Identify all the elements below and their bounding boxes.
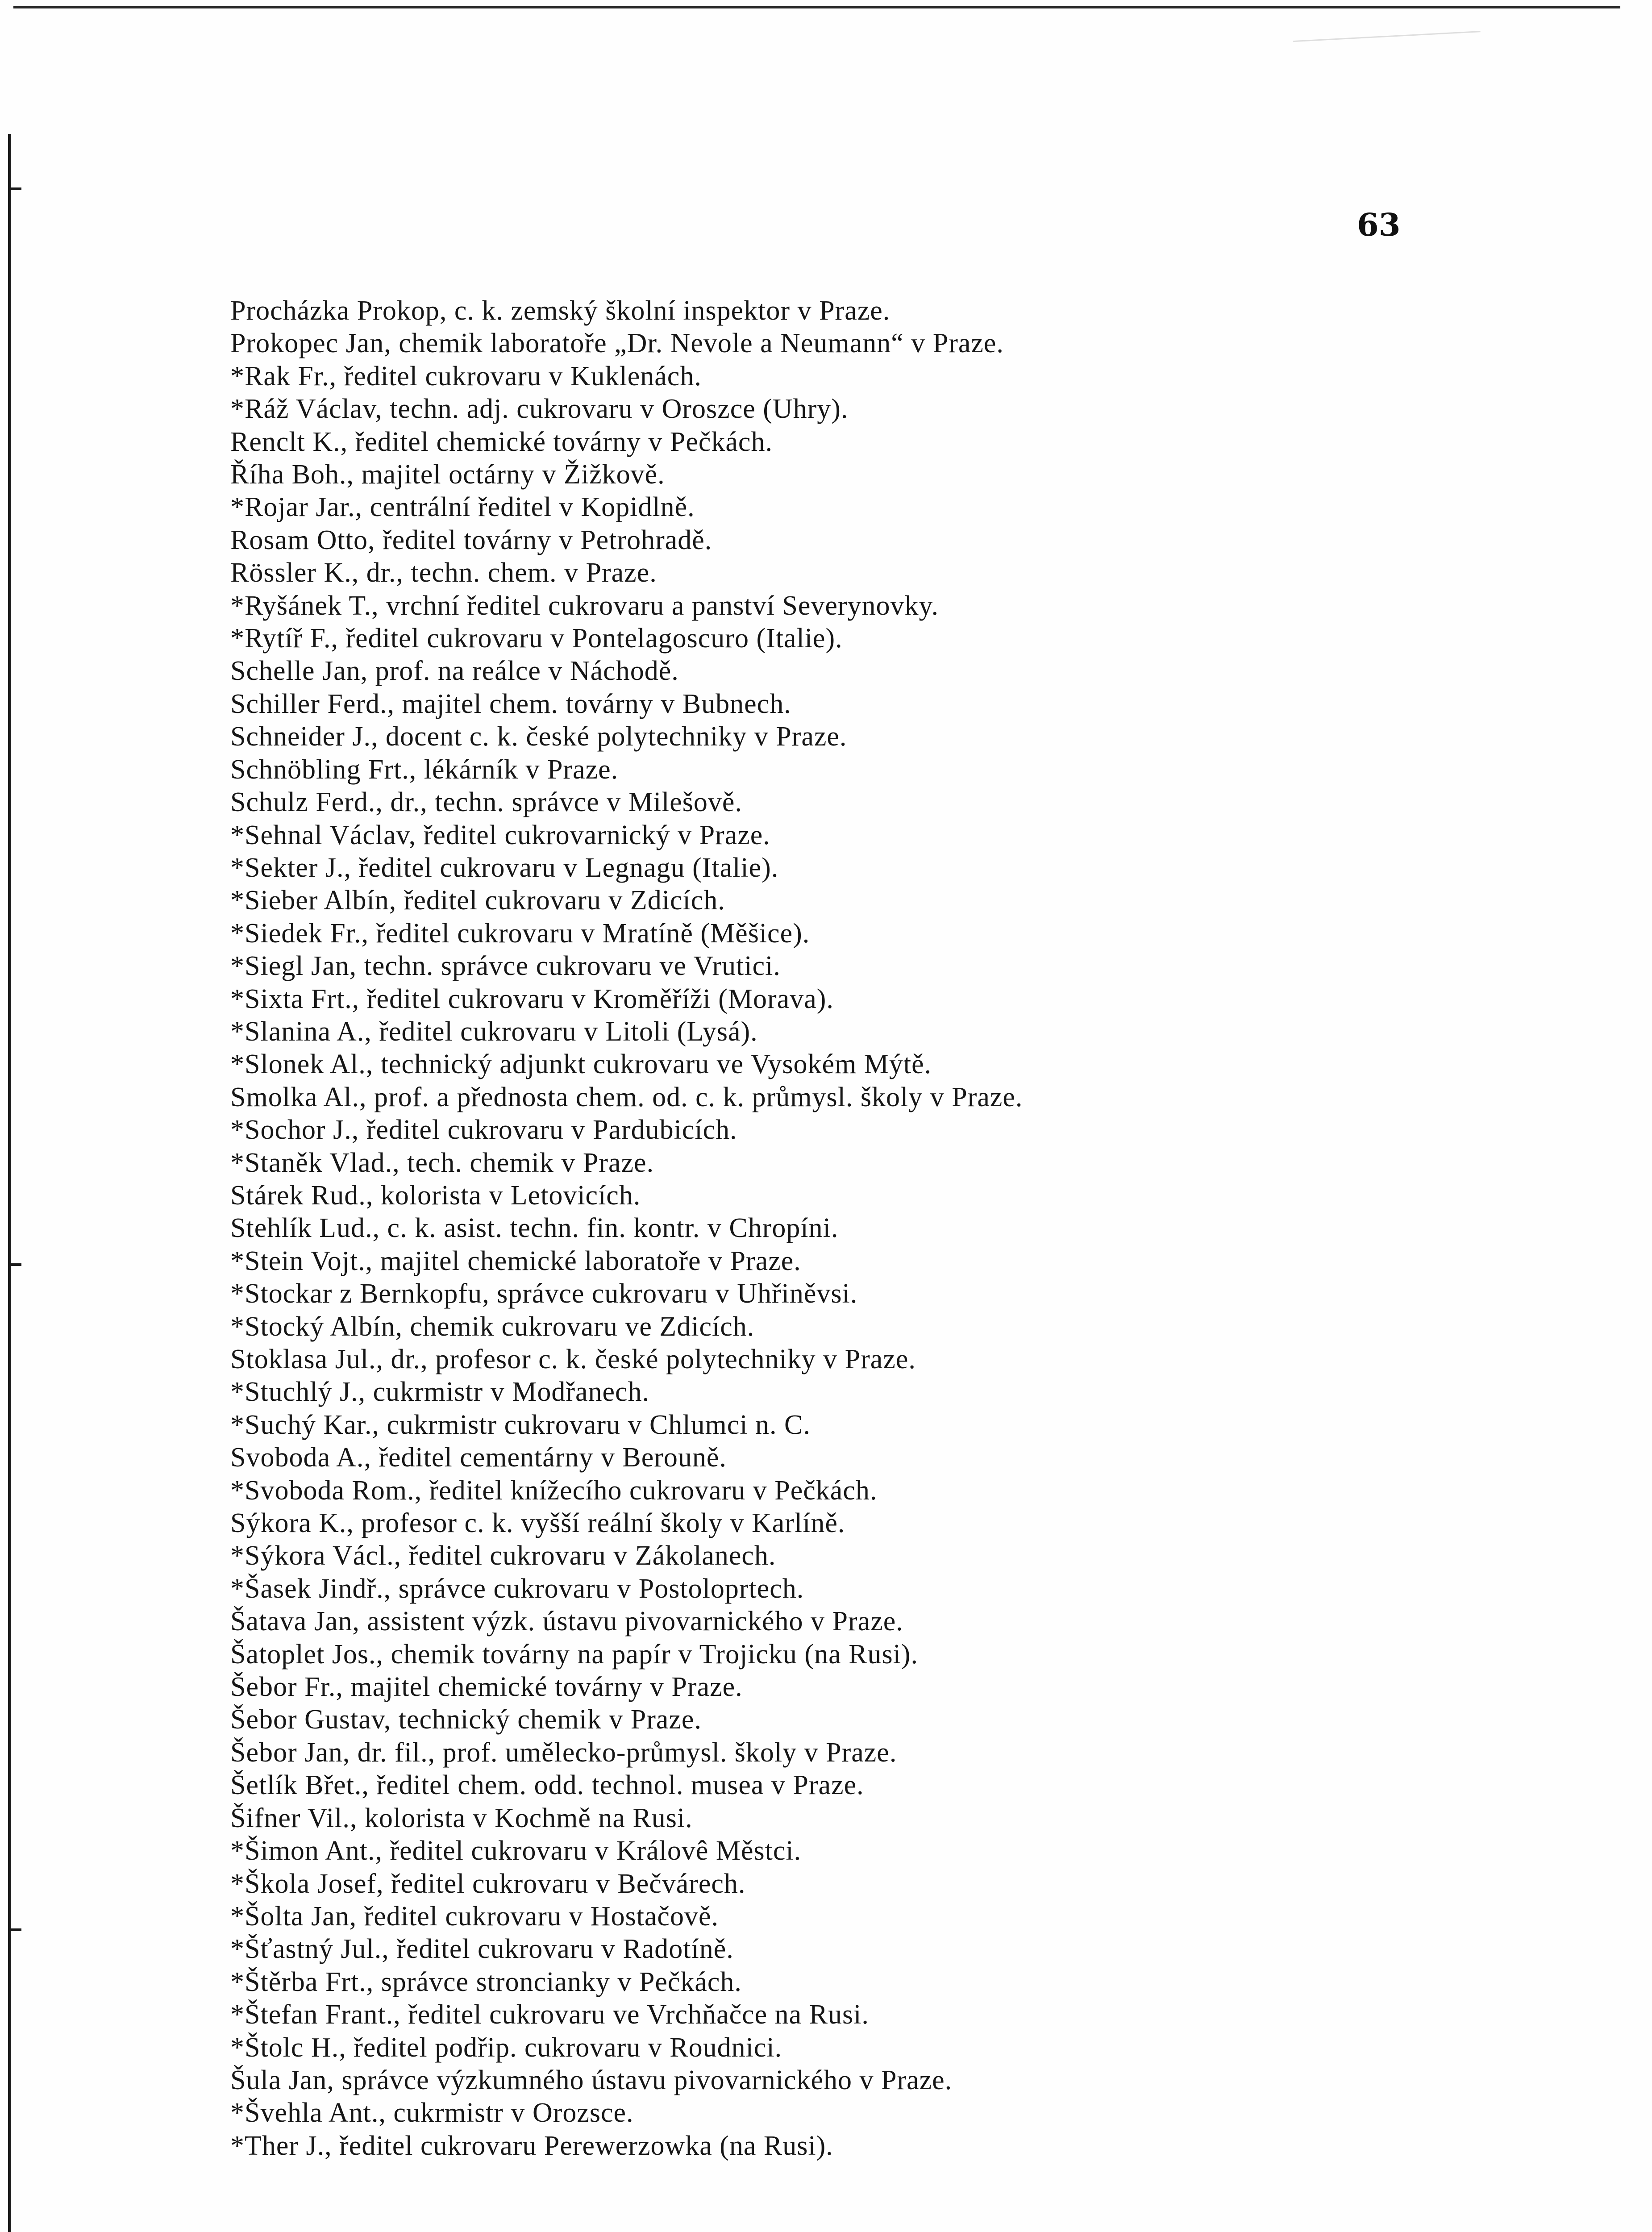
directory-entry: *Štolc H., ředitel podřip. cukrovaru v Roudnici. (230, 2032, 782, 2063)
directory-entry: *Sehnal Václav, ředitel cukrovarnický v Praze. (230, 820, 770, 850)
directory-entry: *Staněk Vlad., tech. chemik v Praze. (230, 1147, 654, 1178)
directory-entry: Schnöbling Frt., lékárník v Praze. (230, 754, 619, 785)
directory-entry: *Slanina A., ředitel cukrovaru v Litoli (Lysá). (230, 1016, 758, 1047)
directory-entry: *Ther J., ředitel cukrovaru Perewerzowka (na Rusi). (230, 2130, 833, 2161)
directory-entry: *Šolta Jan, ředitel cukrovaru v Hostačově. (230, 1901, 719, 1932)
directory-entry: Šatoplet Jos., chemik továrny na papír v Trojicku (na Rusi). (230, 1639, 918, 1670)
directory-entry: Stárek Rud., kolorista v Letovicích. (230, 1180, 641, 1211)
directory-entry: *Sekter J., ředitel cukrovaru v Legnagu (Italie). (230, 852, 779, 883)
directory-entry: *Slonek Al., technický adjunkt cukrovaru ve Vysokém Mýtě. (230, 1049, 932, 1080)
directory-entry: Prokopec Jan, chemik laboratoře „Dr. Nevole a Neumann“ v Praze. (230, 328, 1004, 359)
directory-entry: *Švehla Ant., cukrmistr v Orozsce. (230, 2098, 634, 2128)
directory-entry: Šetlík Břet., ředitel chem. odd. technol. musea v Praze. (230, 1770, 864, 1801)
directory-entry: Šebor Fr., majitel chemické továrny v Praze. (230, 1672, 743, 1703)
directory-entry: *Štefan Frant., ředitel cukrovaru ve Vrchňačce na Rusi. (230, 1999, 869, 2030)
directory-entry: Svoboda A., ředitel cementárny v Berouně. (230, 1442, 727, 1473)
directory-entry: *Rak Fr., ředitel cukrovaru v Kuklenách. (230, 361, 702, 391)
directory-entry: *Sochor J., ředitel cukrovaru v Pardubicích. (230, 1115, 737, 1145)
directory-entry: Schelle Jan, prof. na reálce v Náchodě. (230, 656, 679, 687)
directory-entry: *Šasek Jindř., správce cukrovaru v Postoloprtech. (230, 1573, 804, 1604)
page-top-edge (13, 6, 1620, 8)
directory-entry: Stoklasa Jul., dr., profesor c. k. české polytechniky v Praze. (230, 1344, 916, 1374)
directory-entry: *Stockar z Bernkopfu, správce cukrovaru v Uhřiněvsi. (230, 1278, 858, 1309)
directory-entry: *Svoboda Rom., ředitel knížecího cukrovaru v Pečkách. (230, 1475, 878, 1506)
directory-entry: *Stuchlý J., cukrmistr v Modřanech. (230, 1377, 650, 1407)
directory-entry: Stehlík Lud., c. k. asist. techn. fin. kontr. v Chropíni. (230, 1213, 839, 1244)
directory-entry: Schneider J., docent c. k. české polytechniky v Praze. (230, 721, 847, 752)
directory-entry: *Sýkora Václ., ředitel cukrovaru v Zákolanech. (230, 1541, 776, 1571)
directory-entry: *Rytíř F., ředitel cukrovaru v Pontelagoscuro (Italie). (230, 623, 843, 654)
directory-entry: Šebor Gustav, technický chemik v Praze. (230, 1704, 702, 1735)
directory-entry: *Ryšánek T., vrchní ředitel cukrovaru a panství Severynovky. (230, 590, 939, 621)
directory-entry: *Siedek Fr., ředitel cukrovaru v Mratíně (Měšice). (230, 918, 810, 949)
directory-list (230, 295, 1569, 2162)
directory-entry: *Škola Josef, ředitel cukrovaru v Bečvárech. (230, 1868, 746, 1899)
directory-entry: Šebor Jan, dr. fil., prof. umělecko-průmysl. školy v Praze. (230, 1737, 897, 1768)
directory-entry: *Šimon Ant., ředitel cukrovaru v Královê Městci. (230, 1836, 802, 1866)
directory-entry: Šula Jan, správce výzkumného ústavu pivovarnického v Praze. (230, 2065, 953, 2095)
directory-entry: *Štěrba Frt., správce stroncianky v Pečkách. (230, 1966, 742, 1997)
margin-mark (8, 1928, 21, 1931)
directory-entry: *Siegl Jan, techn. správce cukrovaru ve Vrutici. (230, 951, 781, 982)
directory-entry: *Stein Vojt., majitel chemické laboratoře v Praze. (230, 1245, 801, 1276)
margin-mark (8, 187, 21, 190)
directory-entry: Procházka Prokop, c. k. zemský školní inspektor v Praze. (230, 296, 890, 326)
directory-entry: Šifner Vil., kolorista v Kochmě na Rusi. (230, 1803, 693, 1833)
directory-entry: *Ráž Václav, techn. adj. cukrovaru v Oroszce (Uhry). (230, 394, 849, 425)
directory-entry: *Rojar Jar., centrální ředitel v Kopidlně. (230, 492, 695, 523)
directory-entry: Smolka Al., prof. a přednosta chem. od. c. k. průmysl. školy v Praze. (230, 1082, 1023, 1112)
directory-entry: *Sieber Albín, ředitel cukrovaru v Zdicích. (230, 885, 725, 916)
directory-entry: Říha Boh., majitel octárny v Žižkově. (230, 459, 665, 490)
directory-entry: Rössler K., dr., techn. chem. v Praze. (230, 558, 657, 588)
directory-entry: Sýkora K., profesor c. k. vyšší reální školy v Karlíně. (230, 1508, 845, 1539)
scan-smudge (1293, 31, 1483, 96)
directory-entry: Rosam Otto, ředitel továrny v Petrohradě. (230, 525, 712, 555)
directory-entry: Schiller Ferd., majitel chem. továrny v Bubnech. (230, 688, 791, 719)
directory-entry: *Stocký Albín, chemik cukrovaru ve Zdicích. (230, 1311, 755, 1342)
page-left-binding-edge (8, 134, 11, 2232)
directory-entry: *Šťastný Jul., ředitel cukrovaru v Radotíně. (230, 1934, 734, 1965)
directory-entry: *Suchý Kar., cukrmistr cukrovaru v Chlumci n. C. (230, 1409, 811, 1440)
page-number: 63 (1357, 206, 1401, 243)
directory-entry: *Sixta Frt., ředitel cukrovaru v Kroměříži (Morava). (230, 983, 834, 1014)
directory-entry: Šatava Jan, assistent výzk. ústavu pivovarnického v Praze. (230, 1606, 903, 1637)
margin-mark (8, 1263, 21, 1266)
directory-entry: Schulz Ferd., dr., techn. správce v Milešově. (230, 787, 742, 818)
directory-entry: Renclt K., ředitel chemické továrny v Pečkách. (230, 426, 773, 457)
